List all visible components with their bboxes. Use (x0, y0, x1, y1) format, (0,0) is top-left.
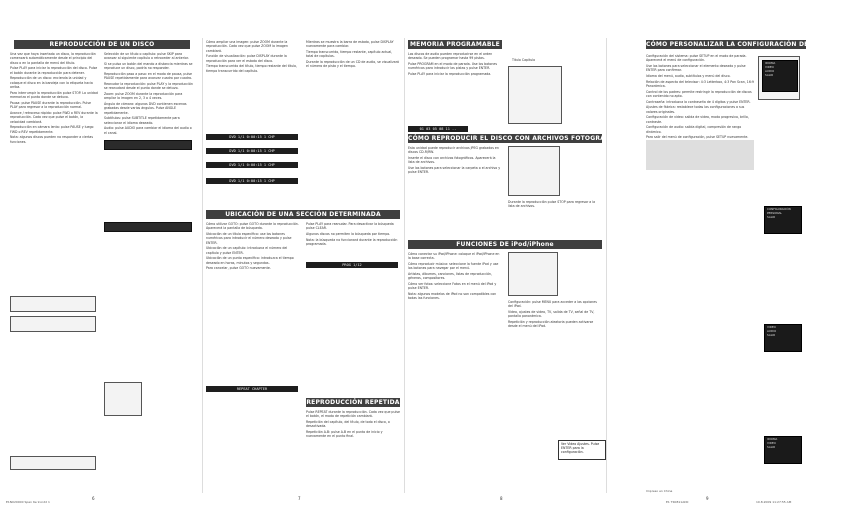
lcd-status-4: DVD 1/1 0:00:15 1 CHP (206, 178, 298, 184)
text-column-12: Configuración: pulse MENU para acceder a las opciones del iPod. Video, ajustes de video, TV, salida de TV, señal de TV, pantalla panorámica. Repetición y reproducción aleatoria pueden activarse desde el menú del iPod. (508, 300, 597, 329)
side-item-exit-2[interactable]: SALIR (767, 333, 776, 337)
text-column-2: Selección de un título o capítulo: pulse SKIP para avanzar al siguiente capítulo o retroceder al anterior. Si se pulsa un botón del mando a distancia mientras se reproduce un disco, podría no responder. Reproducción paso a paso: en el modo de pausa, pulse PAUSE repetidamente para avanzar cuadro por cuadro. Reanudar la reproducción: pulse PLAY y la reproducción se reanudará desde el punto donde se detuvo. Zoom: pulse ZOOM durante la reproducción para ampliar la imagen en 2, 3 o 4 veces. Ángulo de cámara: algunos DVD contienen escenas grabadas desde varios ángulos. Pulse ANGLE repetidamente. Subtítulos: pulse SUBTITLE repetidamente para seleccionar el idioma deseado. Audio: pulse AUDIO para cambiar el idioma del audio o el canal. (104, 52, 193, 135)
speed-diagram (10, 296, 96, 312)
print-date: 10.8.2009 11:27:55 AM (756, 500, 792, 504)
heading-play-disc: REPRODUCCIÓN DE UN DISCO (14, 40, 190, 49)
side-menu-1 (764, 206, 802, 234)
heading-customize: CÓMO PERSONALIZAR LA CONFIGURACIÓN DE LAS FUNCIONES (646, 41, 867, 48)
side-item-video-2[interactable]: VIDEO (767, 441, 776, 445)
text-column-13: Configuración del sistema: pulse SETUP en el modo de parada. Aparecerá el menú de configuración. Use los botones para seleccionar el elemento deseado y pulse ENTER para confirmar. Idioma del menú, audio, subtítulos y menú del disco. Relación de aspecto del televisor: 4:3 Letterbox, 4:3 Pan Scan, 16:9 Panorámica. Control de los padres: permite restringir la reproducción de discos con contenido no apto. Contraseña: introduzca la contraseña de 4 dígitos y pulse ENTER. Ajustes de fábrica: restablece todas las configuraciones a sus valores originales. Configuración de video: salida de video, modo progresivo, brillo, contraste. Configuración de audio: salida digital, compresión de rango dinámico. Para salir del menú de configuración, pulse SETUP nuevamente. (646, 54, 754, 140)
footer-file: E1N020000 Span 6e 9.indd 1 (6, 500, 50, 504)
settings-menu (762, 60, 798, 92)
doc-code: E1 TK0811AD0 (666, 500, 689, 504)
side-item-audio[interactable]: AUDIO (767, 329, 777, 333)
page-2 (202, 0, 404, 505)
text-column-4: Mientras se muestra la barra de estado, pulse DISPLAY nuevamente para cambiar. Tiempo transcurrido, tiempo restante, capítulo actual, total de capítulos. Durante la reproducción de un CD de audio, se visualizará el número de pista y el tiempo. (306, 40, 399, 69)
program-figure (508, 66, 562, 124)
menu-item-language[interactable]: IDIOMA (765, 61, 776, 65)
heading-locate-section: UBICACIÓN DE UNA SECCIÓN DETERMINADA (206, 210, 400, 219)
page-left (0, 0, 202, 505)
page-number-9: 9 (706, 496, 709, 501)
printed-in: Impreso en China (646, 489, 673, 493)
side-item-video[interactable]: VIDEO (767, 325, 776, 329)
note-box: Ver Video Ajustes. Pulse ENTER para la configuración. (558, 440, 606, 460)
ipod-screen (508, 252, 558, 296)
photo-browser (508, 146, 560, 196)
screen-bar-1 (104, 140, 192, 150)
text-column-11: Cómo conectar su iPod/iPhone: coloque el iPod/iPhone en la base correcta. Cómo reproducir música: seleccione la fuente iPod y use los botones para navegar por el menú. Artistas, álbumes, canciones, listas de reproducción, géneros, compositores. Cómo ver fotos: seleccione Fotos en el menú del iPod y pulse ENTER. Nota: algunos modelos de iPod no son compatibles con todas las funciones. (408, 252, 500, 301)
lcd-goto: PROG 1/12 (306, 262, 398, 268)
page-3 (404, 0, 627, 505)
text-column-5: Cómo utilizar GOTO: pulse GOTO durante la reproducción. Aparecerá la pantalla de búsqueda. Ubicación de un título específico: use los botones numéricos para introducir el número deseado y pulse ENTER. Ubicación de un capítulo: introduzca el número del capítulo y pulse ENTER. Ubicación de un punto específico: introduzca el tiempo deseado en horas, minutos y segundos. Para cancelar, pulse GOTO nuevamente. (206, 222, 299, 271)
page-number-6: 6 (92, 496, 95, 501)
menu-item-audio[interactable]: AUDIO (765, 69, 775, 73)
menu-item-exit[interactable]: SALIR (765, 73, 774, 77)
info-box (646, 140, 754, 170)
speed-diagram-2 (10, 316, 96, 332)
side-item-personal[interactable]: PERSONAL (767, 211, 782, 215)
text-column-9: Esta unidad puede reproducir archivos JPEG grabados en discos CD-R/RW. Inserte el disco con archivos fotográficos. Aparecerá la lista de archivos. Use los botones para seleccionar la carpeta o el archivo y pulse ENTER. (408, 146, 501, 175)
skip-diagram (10, 456, 96, 470)
page-number-8: 8 (500, 496, 503, 501)
heading-ipod: FUNCIONES DE iPod/iPhone (408, 240, 602, 249)
side-item-config[interactable]: CONFIGURACIÓN (767, 207, 791, 211)
sequence-figure (104, 382, 142, 416)
text-column-7: Pulse REPEAT durante la reproducción. Cada vez que pulse el botón, el modo de repetición cambiará. Repetición del capítulo, del título, de todo el disco, o desactivada. Repetición A-B: pulse A-B en el punto de inicio y nuevamente en el punto final. (306, 410, 400, 439)
heading-programmable-memory: MEMORIA PROGRAMABLE (408, 40, 502, 49)
side-item-language[interactable]: IDIOMA (767, 437, 778, 441)
side-item-exit-3[interactable]: SALIR (767, 445, 776, 449)
lcd-program: 01 03 05 08 11 -- (408, 126, 468, 132)
menu-item-video[interactable]: VIDEO (765, 65, 774, 69)
lcd-status-3: DVD 1/1 0:00:15 1 CHP (206, 162, 298, 168)
text-column-1: Una vez que haya insertado un disco, la reproducción comenzará automáticamente desde el principio del disco o en la pantalla de menú del título. Pulse PLAY para iniciar la reproducción del disco. Pulse el botón durante la reproducción para detener. Reproducción de un disco: encienda la unidad y coloque el disco en la bandeja con la etiqueta hacia arriba. Para interrumpir la reproducción pulse STOP. La unidad memoriza el punto donde se detuvo. Pausa: pulse PAUSE durante la reproducción. Pulse PLAY para regresar a la reproducción normal. Avance / retroceso rápido: pulse FWD o REV durante la reproducción. Cada vez que pulse el botón, la velocidad cambiará. Reproducción en cámara lenta: pulse PAUSE y luego FWD o REV repetidamente. Nota: algunos discos pueden no responder a ciertas funciones. (10, 52, 98, 144)
text-column-3: Cómo ampliar una imagen: pulse ZOOM durante la reproducción. Cada vez que pulse ZOOM la imagen cambiará. Función de visualización: pulse DISPLAY durante la reproducción para ver el estado del disco. Tiempo transcurrido del título, tiempo restante del título, tiempo transcurrido del capítulo. (206, 40, 297, 73)
page-4 (606, 0, 867, 505)
lcd-repeat: REPEAT CHAPTER (206, 386, 298, 392)
lcd-status-2: DVD 1/1 0:00:15 1 CHP (206, 148, 298, 154)
heading-repeat: REPRODUCCIÓN REPETIDA (306, 399, 400, 406)
side-menu-3 (764, 436, 802, 464)
text-column-10: Durante la reproducción pulse STOP para regresar a la lista de archivos. (508, 200, 596, 209)
screen-bar-2 (104, 222, 192, 232)
side-menu-2 (764, 324, 802, 352)
text-column-8: Los discos de audio pueden reproducirse en el orden deseado. Se pueden programar hasta 99 pistas. Pulse PROGRAM en el modo de parada. Use los botones numéricos para introducir las pistas y pulse ENTER. Pulse PLAY para iniciar la reproducción programada. (408, 52, 497, 76)
figure-label: Titulo Capitulo (512, 58, 536, 62)
side-item-exit[interactable]: SALIR (767, 215, 776, 219)
heading-photo-files: CÓMO REPRODUCIR EL DISCO CON ARCHIVOS FOTOGRÁFICOS (408, 135, 627, 142)
lcd-status-1: DVD 1/1 0:00:15 1 CHP (206, 134, 298, 140)
page-number-7: 7 (298, 496, 301, 501)
text-column-6: Pulse PLAY para reanudar. Para desactivar la búsqueda pulse CLEAR. Algunos discos no permiten la búsqueda por tiempo. Nota: la búsqueda no funcionará durante la reproducción programada. (306, 222, 398, 246)
